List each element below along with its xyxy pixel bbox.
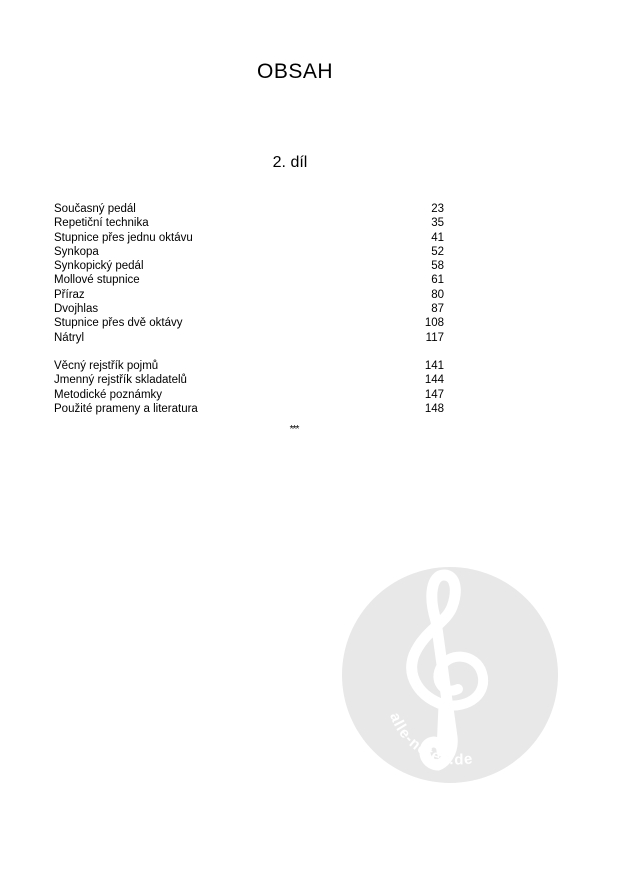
toc-entry-label: Použité prameny a literatura [54,402,198,415]
toc-entry [54,216,444,230]
toc-index-list [54,359,444,416]
toc-entry-page: 58 [431,260,444,273]
toc-entry-label: Metodické poznámky [54,388,163,401]
toc-entry-page: 87 [431,303,444,316]
toc-entry [54,402,444,416]
watermark-text: alle-noten.de [386,710,475,769]
toc-entry-label: Synkopický pedál [54,260,144,273]
toc-entry-page: 147 [424,388,444,401]
toc-entry-page: 141 [424,360,444,372]
toc-entry [54,202,444,216]
toc-entry [54,231,444,245]
toc-entry-page: 35 [431,217,444,230]
toc-entry-page: 80 [431,288,444,301]
toc-entry-label: Současný pedál [54,203,136,215]
toc-entry [54,359,444,373]
toc-entry-label: Stupnice přes dvě oktávy [54,317,183,330]
toc-entry-label: Nátryl [54,331,85,344]
toc-entry-page: 23 [431,203,444,215]
page-subtitle: 2. díl [272,154,308,171]
toc-entry [54,331,444,345]
toc-entry-label: Repetiční technika [54,217,149,230]
toc-main-list [54,202,444,345]
toc-entry-label: Příraz [54,288,85,301]
toc-entry-page: 61 [431,274,444,287]
toc-entry-label: Jmenný rejstřík skladatelů [54,374,187,387]
toc-entry [54,273,444,287]
toc-entry-label: Dvojhlas [54,303,99,316]
toc-entry-page: 144 [424,374,444,387]
treble-clef-icon [340,565,560,785]
end-mark: *** [289,424,299,435]
toc-entry [54,302,444,316]
toc-entry [54,259,444,273]
toc-entry-label: Věcný rejstřík pojmů [54,360,159,372]
toc-entry-page: 52 [431,245,444,258]
toc-entry [54,373,444,387]
toc-entry-label: Mollové stupnice [54,274,140,287]
toc-entry [54,316,444,330]
toc-entry [54,288,444,302]
toc-entry-page: 41 [431,231,444,244]
page-title: OBSAH [256,60,334,83]
toc-entry [54,388,444,402]
toc-entry [54,245,444,259]
toc-entry-label: Synkopa [54,245,99,258]
toc-entry-page: 117 [425,331,444,344]
toc-entry-label: Stupnice přes jednu oktávu [54,231,193,244]
toc-entry-page: 108 [424,317,444,330]
toc-entry-page: 148 [424,402,444,415]
